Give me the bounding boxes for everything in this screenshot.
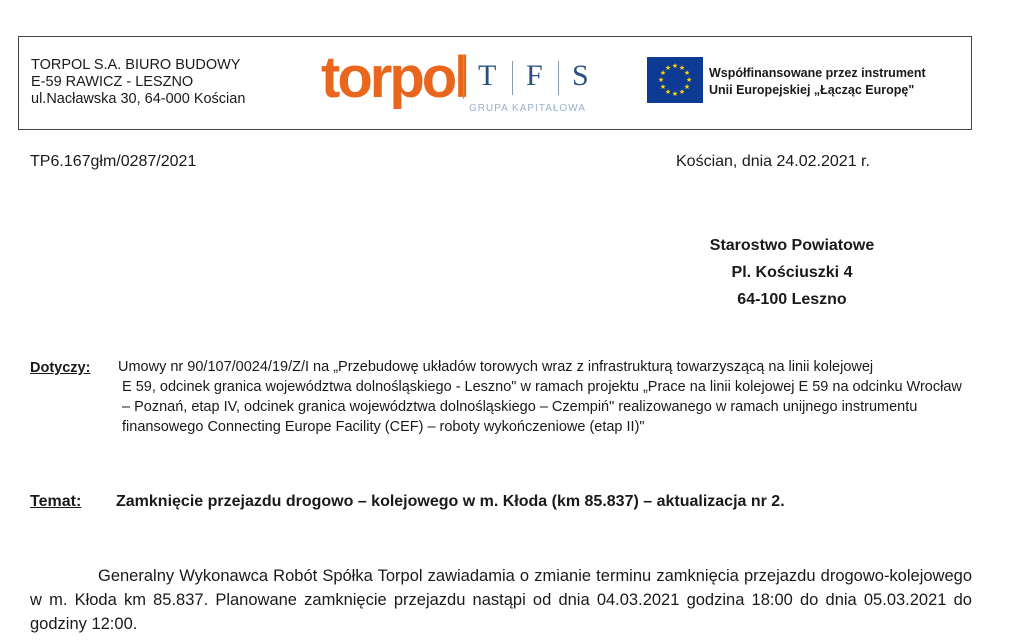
svg-text:★: ★ <box>678 88 686 96</box>
body-text: Generalny Wykonawca Robót Spółka Torpol zawiadamia o zmianie terminu zamknięcia przejazdu drogowo-kolejowego w m. Kłoda km 85.837. Planowane zamknięcie przejazdu nastąpi od dnia 04.03.2021 godzina 18:00 do dnia 05.03.2021 do godziny 12:00. <box>30 567 972 633</box>
eu-flag-icon <box>647 57 703 103</box>
svg-text:★: ★ <box>683 83 691 91</box>
eu-text-line: Współfinansowane przez instrument <box>709 66 926 80</box>
eu-cofinancing-text <box>709 65 926 99</box>
svg-text:★: ★ <box>683 69 691 77</box>
sender-line: ul.Nacławska 30, 64-000 Kościan <box>31 91 246 107</box>
letterhead <box>18 36 972 130</box>
tfs-divider <box>512 61 513 95</box>
tfs-letter: F <box>526 59 543 92</box>
eu-text-line: Unii Europejskiej „Łącząc Europę" <box>709 83 915 97</box>
sender-address <box>31 57 245 108</box>
svg-text:★: ★ <box>657 76 665 84</box>
svg-text:★: ★ <box>664 64 672 72</box>
sender-line: E-59 RAWICZ - LESZNO <box>31 74 194 90</box>
tfs-letter: T <box>478 59 497 92</box>
concern-rest: E 59, odcinek granica województwa dolnośląskiego - Leszno" w ramach projektu „Prace na linii kolejowej E 59 na odcinku Wrocław – Poznań, etap IV, odcinek granica województwa dolnośląskiego – Czempiń" realizowanego w ramach unijnego instrumentu finansowego Connecting Europe Facility (CEF) – roboty wykończeniowe (etap II)" <box>122 379 962 435</box>
tfs-logo <box>463 55 606 99</box>
svg-text:★: ★ <box>671 62 679 70</box>
body-paragraph <box>30 564 972 636</box>
recipient-address <box>676 232 908 313</box>
subject-text: Zamknięcie przejazdu drogowo – kolejowego w m. Kłoda (km 85.837) – aktualizacja nr 2. <box>116 493 785 510</box>
tfs-letter: S <box>572 59 589 92</box>
concern-label: Dotyczy: <box>30 360 91 376</box>
tfs-subtitle: GRUPA KAPITAŁOWA <box>469 103 586 114</box>
subject-label: Temat: <box>30 493 82 510</box>
recipient-line: 64-100 Leszno <box>737 291 847 308</box>
svg-text:★: ★ <box>659 83 667 91</box>
svg-text:★: ★ <box>678 64 686 72</box>
svg-text:★: ★ <box>685 76 693 84</box>
eu-stars-icon <box>647 57 703 103</box>
recipient-line: Pl. Kościuszki 4 <box>731 264 853 281</box>
svg-text:★: ★ <box>659 69 667 77</box>
torpol-logo: torpol <box>321 45 468 110</box>
reference-number: TP6.167głm/0287/2021 <box>30 153 197 170</box>
svg-text:★: ★ <box>664 88 672 96</box>
concern-first-line: Umowy nr 90/107/0024/19/Z/I na „Przebudowę układów torowych wraz z infrastrukturą towarzyszącą na linii kolejowej <box>118 359 874 375</box>
sender-line: TORPOL S.A. BIURO BUDOWY <box>31 57 241 73</box>
svg-text:★: ★ <box>671 90 679 98</box>
date-line: Kościan, dnia 24.02.2021 r. <box>676 153 870 170</box>
recipient-line: Starostwo Powiatowe <box>709 237 875 254</box>
tfs-divider <box>558 61 559 95</box>
concern-text <box>118 357 972 437</box>
